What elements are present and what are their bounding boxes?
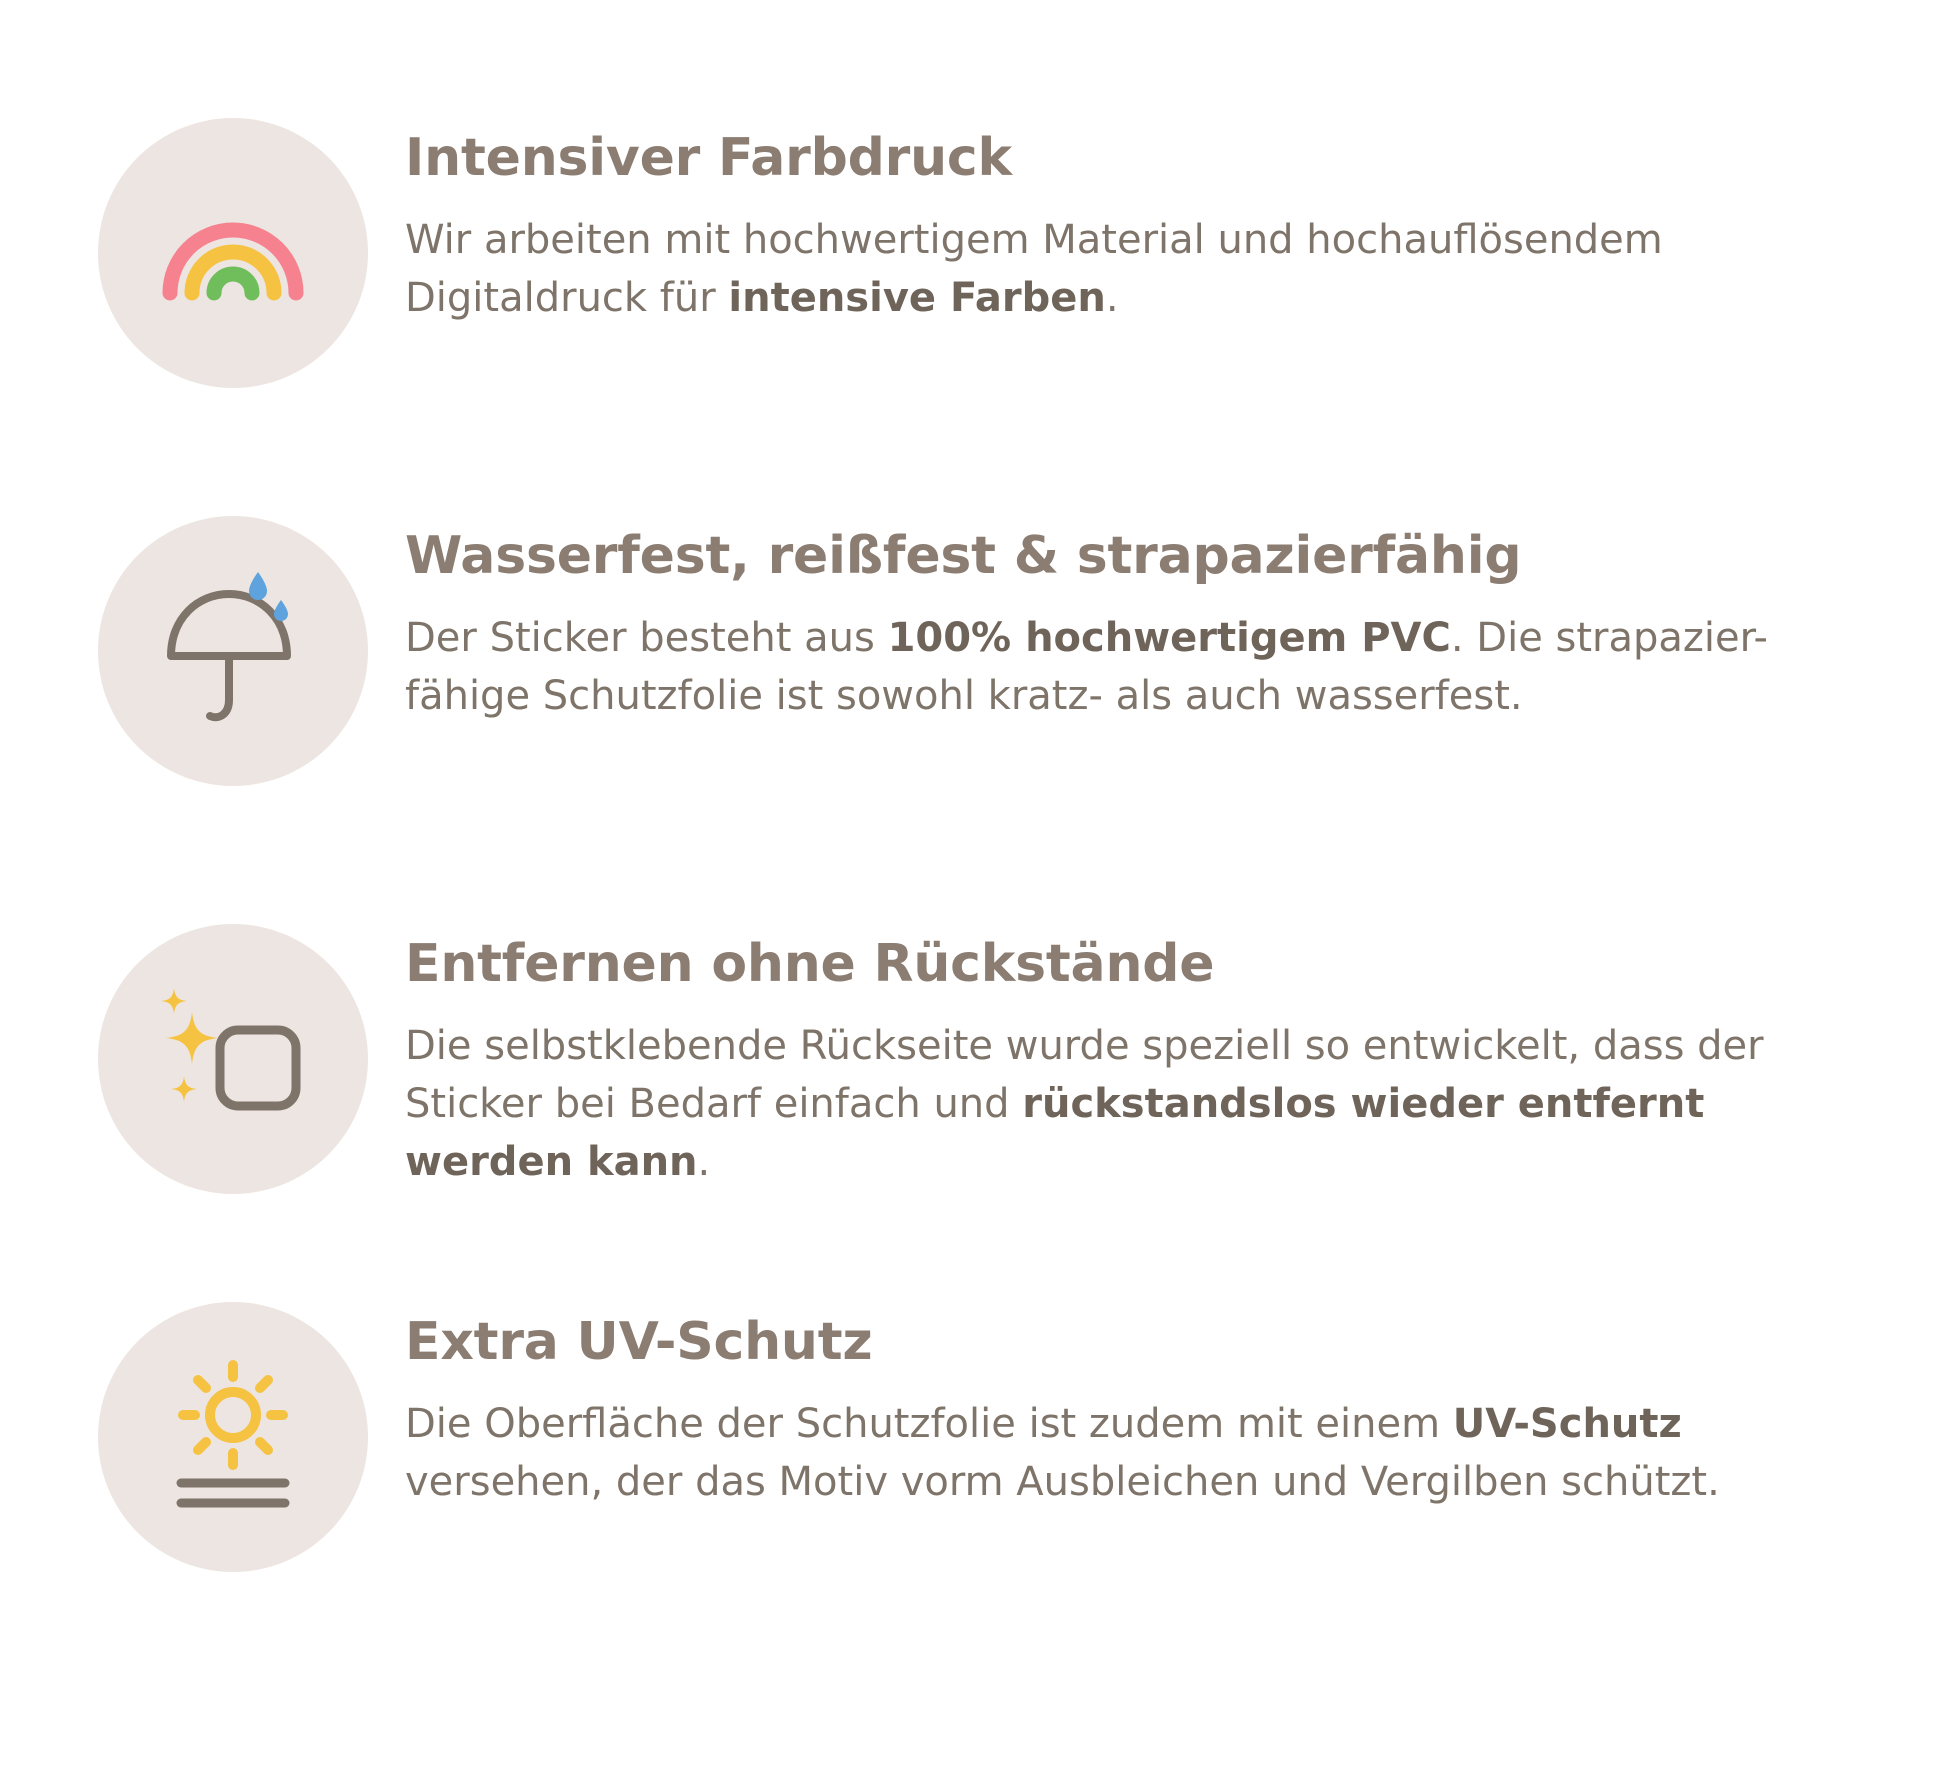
sparkle-sticker-icon	[148, 972, 318, 1146]
icon-badge	[98, 118, 368, 388]
icon-badge	[98, 1302, 368, 1572]
feature-icon-column	[60, 1294, 405, 1572]
feature-text-column	[405, 1294, 1886, 1511]
feature-item-wasserfest	[60, 508, 1886, 786]
feature-title: Intensiver Farbdruck	[405, 128, 1012, 188]
icon-badge	[98, 924, 368, 1194]
feature-icon-column	[60, 916, 405, 1194]
feature-body: Wir arbeiten mit hochwertigem Material und hochauflösendem Digitaldruck für intensive Farben.	[405, 217, 1663, 322]
feature-text-column	[405, 916, 1886, 1191]
rainbow-icon	[158, 201, 308, 305]
feature-text-column	[405, 508, 1886, 725]
icon-badge	[98, 516, 368, 786]
feature-body: Der Sticker besteht aus 100% hochwertigem PVC. Die strapazier-fähige Schutzfolie ist sowohl kratz- als auch wasserfest.	[405, 615, 1768, 720]
feature-title: Entfernen ohne Rückstände	[405, 934, 1215, 994]
feature-title: Extra UV-Schutz	[405, 1312, 873, 1372]
umbrella-rain-icon	[153, 564, 313, 738]
feature-body: Die Oberfläche der Schutzfolie ist zudem mit einem UV-Schutz versehen, der das Motiv vorm Ausbleichen und Vergilben schützt.	[405, 1401, 1720, 1506]
feature-item-extra-uv-schutz	[60, 1294, 1886, 1572]
feature-icon-column	[60, 110, 405, 388]
feature-item-intensiver-farbdruck	[60, 110, 1886, 388]
feature-title: Wasserfest, reißfest & strapazierfähig	[405, 526, 1522, 586]
feature-body: Die selbstklebende Rückseite wurde speziell so entwickelt, dass der Sticker bei Bedarf einfach und rückstandslos wieder entfernt werden kann.	[405, 1023, 1764, 1186]
feature-item-entfernen-ohne-rueckstaende	[60, 916, 1886, 1194]
feature-icon-column	[60, 508, 405, 786]
feature-text-column	[405, 110, 1886, 327]
sun-uv-icon	[153, 1355, 313, 1519]
